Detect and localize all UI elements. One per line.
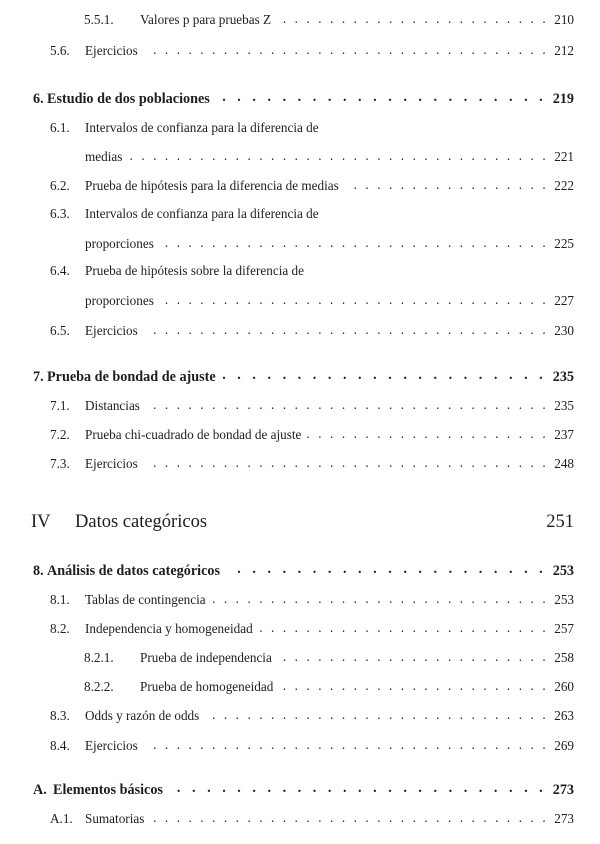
leader-dots xyxy=(128,148,548,161)
entry-number: A. xyxy=(33,782,47,799)
leader-dots xyxy=(150,810,548,823)
entry-title: Estudio de dos poblaciones xyxy=(47,91,210,108)
toc-chapter-6[interactable] xyxy=(33,89,574,108)
toc-appendix-a[interactable] xyxy=(33,780,574,799)
entry-title: Intervalos de confianza para la diferencia de xyxy=(85,206,319,221)
entry-page: 219 xyxy=(552,91,574,108)
part-number: IV xyxy=(31,512,51,532)
entry-title: Prueba chi-cuadrado de bondad de ajuste xyxy=(85,427,302,443)
leader-dots xyxy=(160,292,548,305)
leader-dots xyxy=(146,397,548,410)
entry-page: 260 xyxy=(554,679,574,695)
toc-entry-6-3[interactable] xyxy=(50,206,574,222)
toc-entry-8-2-1[interactable] xyxy=(84,649,574,666)
entry-title: Odds y razón de odds xyxy=(85,708,200,724)
entry-page: 230 xyxy=(554,323,574,339)
entry-page: 237 xyxy=(554,427,574,443)
entry-page: 257 xyxy=(554,621,574,637)
leader-dots xyxy=(279,678,548,691)
leader-dots xyxy=(216,89,547,103)
entry-number: 8.2.2. xyxy=(84,679,114,695)
entry-number: 6. xyxy=(33,91,44,108)
entry-page: 225 xyxy=(554,236,574,252)
entry-title: Sumatorias xyxy=(85,811,145,827)
toc-entry-7-1[interactable] xyxy=(50,397,574,414)
toc-entry-8-3[interactable] xyxy=(50,707,574,724)
entry-number: 7. xyxy=(33,369,44,386)
part-title: Datos categóricos xyxy=(75,512,208,532)
entry-number: 8.2. xyxy=(50,621,70,637)
entry-number: 7.2. xyxy=(50,427,70,443)
entry-page: 235 xyxy=(554,398,574,414)
part-page: 251 xyxy=(546,512,574,532)
entry-title: Análisis de datos categóricos xyxy=(47,563,221,580)
leader-dots xyxy=(307,426,548,439)
entry-page: 235 xyxy=(552,369,574,386)
toc-entry-6-3-continued[interactable] xyxy=(85,235,574,252)
leader-dots xyxy=(169,780,547,794)
leader-dots xyxy=(212,591,549,604)
entry-title: Prueba de independencia xyxy=(140,650,272,666)
leader-dots xyxy=(144,455,548,468)
entry-title: Ejercicios xyxy=(85,323,138,339)
entry-title-continued: medias xyxy=(85,149,123,165)
toc-entry-a-1[interactable] xyxy=(50,810,574,827)
entry-title: Prueba de hipótesis sobre la diferencia de xyxy=(85,263,304,278)
toc-entry-6-2[interactable] xyxy=(50,177,574,194)
toc-entry-7-2[interactable] xyxy=(50,426,574,443)
toc-entry-8-1[interactable] xyxy=(50,591,574,608)
leader-dots xyxy=(160,235,548,248)
entry-title: Ejercicios xyxy=(85,456,138,472)
leader-dots xyxy=(144,322,548,335)
entry-title: Prueba de hipótesis para la diferencia de medias xyxy=(85,178,339,194)
entry-title: Distancias xyxy=(85,398,140,414)
entry-number: 6.3. xyxy=(50,206,70,221)
entry-number: 6.5. xyxy=(50,323,70,339)
leader-dots xyxy=(345,177,548,190)
entry-number: 8.3. xyxy=(50,708,70,724)
entry-title: Tablas de contingencia xyxy=(85,592,206,608)
toc-entry-7-3[interactable] xyxy=(50,455,574,472)
entry-number: 6.4. xyxy=(50,263,70,278)
toc-entry-6-1[interactable] xyxy=(50,120,574,136)
toc-entry-5-6[interactable] xyxy=(50,42,574,59)
toc-entry-6-4[interactable] xyxy=(50,263,574,279)
entry-page: 212 xyxy=(554,43,574,59)
entry-page: 258 xyxy=(554,650,574,666)
entry-page: 253 xyxy=(552,563,574,580)
entry-title-continued: proporciones xyxy=(85,293,154,309)
toc-entry-8-4[interactable] xyxy=(50,737,574,754)
entry-number: 5.5.1. xyxy=(84,12,114,28)
entry-title-continued: proporciones xyxy=(85,236,154,252)
entry-number: 8. xyxy=(33,563,44,580)
entry-number: 7.3. xyxy=(50,456,70,472)
toc-entry-5-5-1[interactable] xyxy=(84,11,574,28)
leader-dots xyxy=(277,11,548,24)
entry-page: 273 xyxy=(552,782,574,799)
entry-title: Elementos básicos xyxy=(53,782,163,799)
entry-title: Prueba de homogeneidad xyxy=(140,679,274,695)
toc-entry-8-2-2[interactable] xyxy=(84,678,574,695)
toc-chapter-8[interactable] xyxy=(33,561,574,580)
entry-number: 5.6. xyxy=(50,43,70,59)
entry-title: Ejercicios xyxy=(85,738,138,754)
entry-page: 248 xyxy=(554,456,574,472)
toc-part-iv[interactable] xyxy=(31,512,574,533)
leader-dots xyxy=(259,620,549,633)
leader-dots xyxy=(226,561,547,575)
leader-dots xyxy=(144,42,548,55)
entry-page: 210 xyxy=(554,12,574,28)
entry-title: Independencia y homogeneidad xyxy=(85,621,253,637)
entry-title: Valores p para pruebas Z xyxy=(140,12,272,28)
toc-entry-8-2[interactable] xyxy=(50,620,574,637)
entry-page: 221 xyxy=(554,149,574,165)
leader-dots xyxy=(222,367,547,381)
toc-entry-6-1-continued[interactable] xyxy=(85,148,574,165)
leader-dots xyxy=(278,649,548,662)
leader-dots xyxy=(144,737,548,750)
toc-entry-6-5[interactable] xyxy=(50,322,574,339)
entry-number: A.1. xyxy=(50,811,73,827)
entry-page: 263 xyxy=(554,708,574,724)
entry-title: Intervalos de confianza para la diferencia de xyxy=(85,120,319,135)
toc-entry-6-4-continued[interactable] xyxy=(85,292,574,309)
entry-page: 222 xyxy=(554,178,574,194)
leader-dots xyxy=(205,707,548,720)
entry-page: 273 xyxy=(554,811,574,827)
entry-page: 269 xyxy=(554,738,574,754)
entry-number: 6.2. xyxy=(50,178,70,194)
entry-page: 227 xyxy=(554,293,574,309)
entry-number: 8.4. xyxy=(50,738,70,754)
toc-chapter-7[interactable] xyxy=(33,367,574,386)
entry-title: Prueba de bondad de ajuste xyxy=(47,369,216,386)
entry-number: 8.1. xyxy=(50,592,70,608)
entry-title: Ejercicios xyxy=(85,43,138,59)
entry-number: 7.1. xyxy=(50,398,70,414)
entry-number: 6.1. xyxy=(50,120,70,135)
entry-number: 8.2.1. xyxy=(84,650,114,666)
entry-page: 253 xyxy=(554,592,574,608)
